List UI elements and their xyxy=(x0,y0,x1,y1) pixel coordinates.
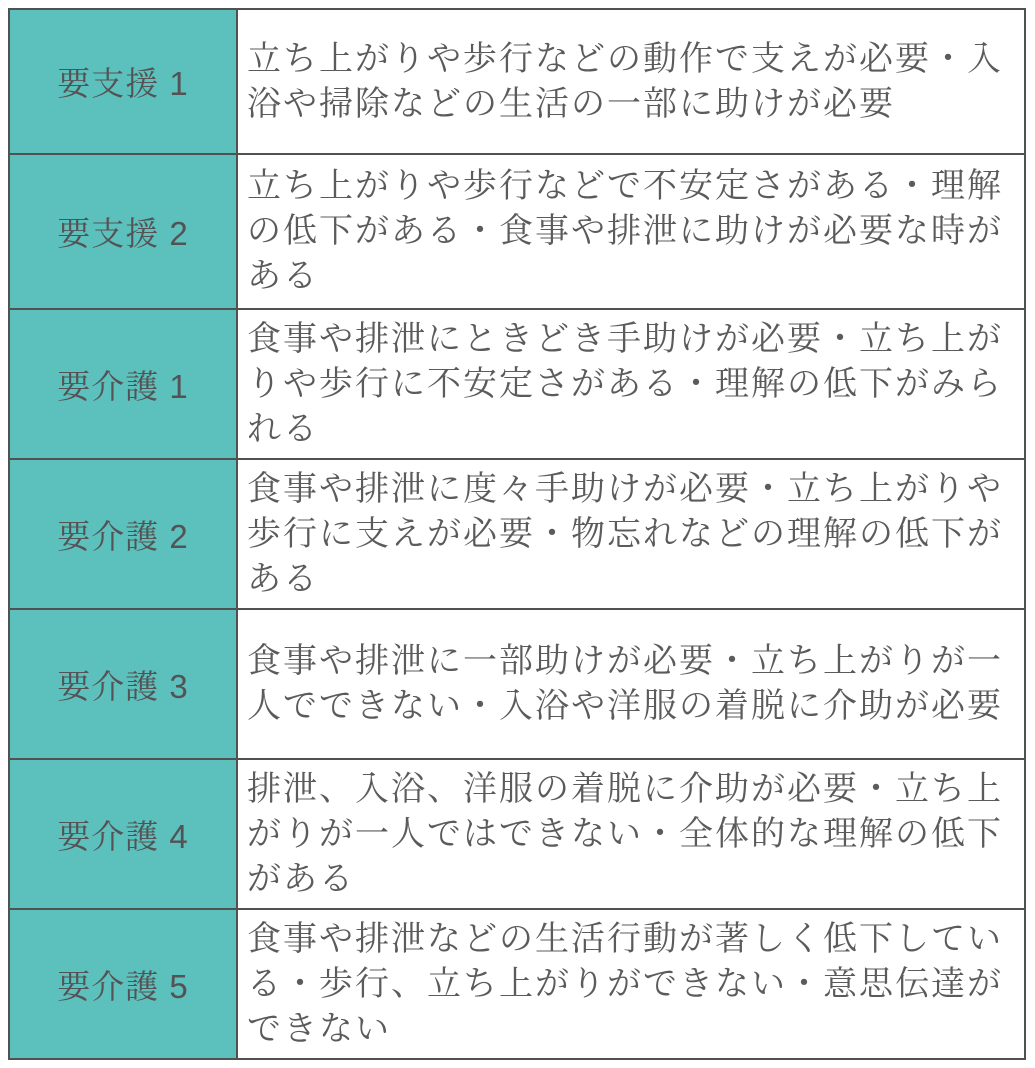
table-row xyxy=(9,154,1025,309)
care-level-table-container xyxy=(8,8,1026,1060)
care-level-table-body xyxy=(9,9,1025,1059)
care-level-description: 食事や排泄に度々手助けが必要・立ち上がりや歩行に支えが必要・物忘れなどの理解の低下がある xyxy=(237,459,1025,609)
care-level-label: 要介護 1 xyxy=(9,309,237,459)
care-level-label: 要介護 4 xyxy=(9,759,237,909)
care-level-label: 要介護 2 xyxy=(9,459,237,609)
care-level-description: 食事や排泄などの生活行動が著しく低下している・歩行、立ち上がりができない・意思伝達ができない xyxy=(237,909,1025,1059)
table-row xyxy=(9,309,1025,459)
care-level-description: 立ち上がりや歩行などで不安定さがある・理解の低下がある・食事や排泄に助けが必要な時がある xyxy=(237,154,1025,309)
table-row xyxy=(9,459,1025,609)
care-level-description: 排泄、入浴、洋服の着脱に介助が必要・立ち上がりが一人ではできない・全体的な理解の低下がある xyxy=(237,759,1025,909)
care-level-description: 立ち上がりや歩行などの動作で支えが必要・入浴や掃除などの生活の一部に助けが必要 xyxy=(237,9,1025,154)
care-level-description: 食事や排泄にときどき手助けが必要・立ち上がりや歩行に不安定さがある・理解の低下がみられる xyxy=(237,309,1025,459)
table-row xyxy=(9,759,1025,909)
care-level-label: 要介護 3 xyxy=(9,609,237,759)
table-row xyxy=(9,9,1025,154)
table-row xyxy=(9,909,1025,1059)
care-level-label: 要支援 2 xyxy=(9,154,237,309)
care-level-label: 要介護 5 xyxy=(9,909,237,1059)
care-level-label: 要支援 1 xyxy=(9,9,237,154)
care-level-description: 食事や排泄に一部助けが必要・立ち上がりが一人でできない・入浴や洋服の着脱に介助が必要 xyxy=(237,609,1025,759)
care-level-table xyxy=(8,8,1026,1060)
table-row xyxy=(9,609,1025,759)
